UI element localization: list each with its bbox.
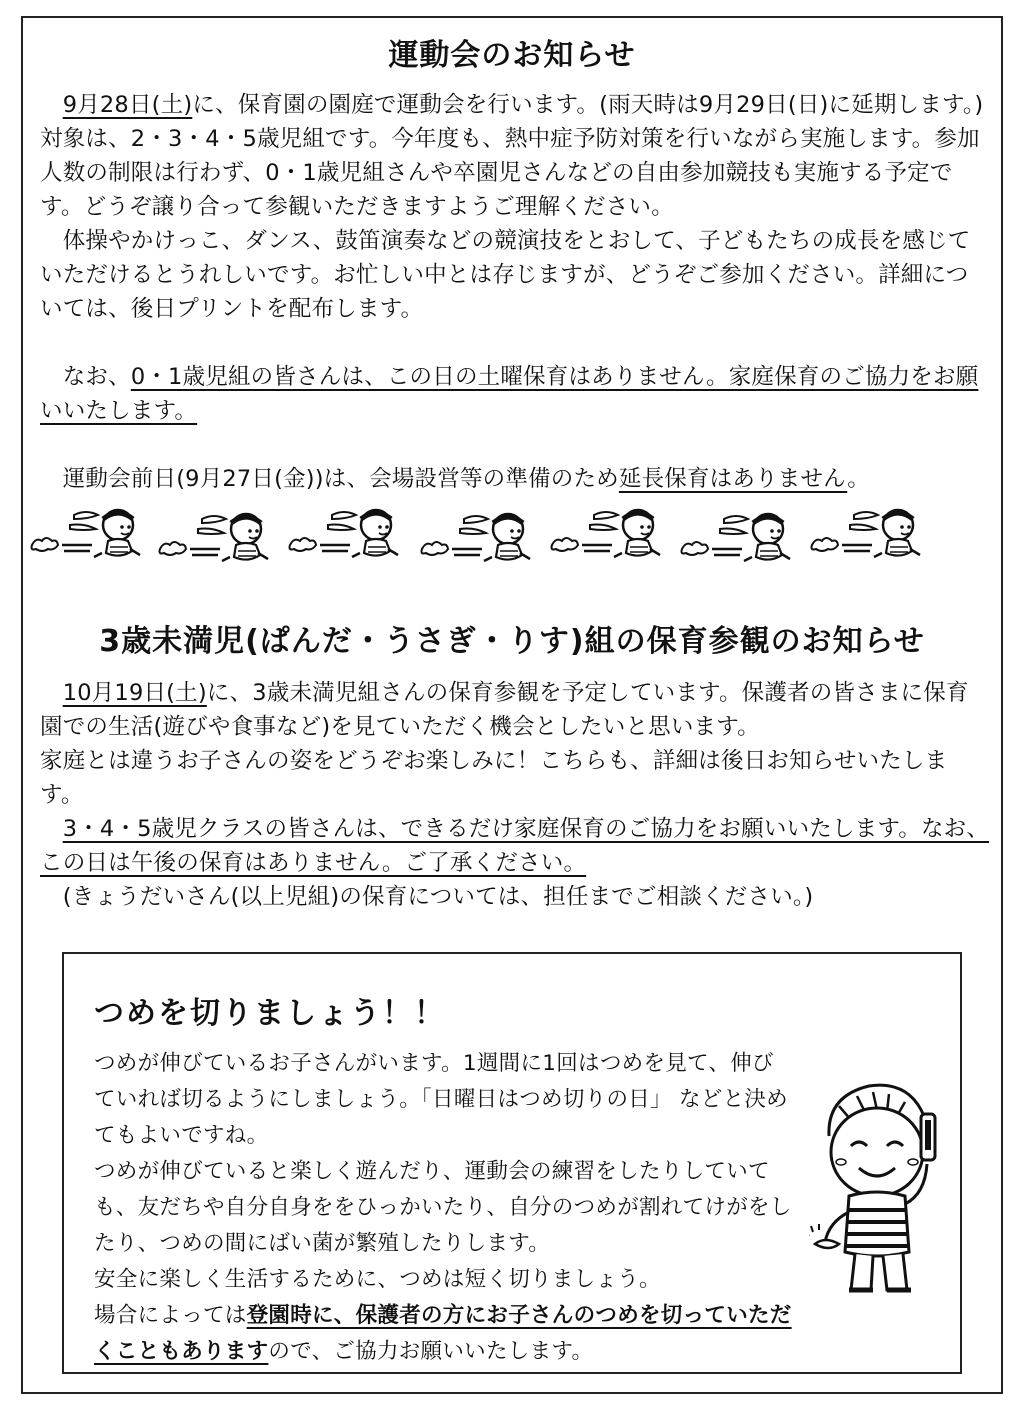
nail-cutting-paragraph-3: 安全に楽しく生活するために、つめは短く切りましょう。 bbox=[94, 1267, 661, 1292]
observation-date: 10月19日(土) bbox=[62, 680, 207, 706]
nail-cutting-title: つめを切りましょう！！ bbox=[94, 996, 446, 1031]
section1-paragraph-3 bbox=[40, 360, 990, 428]
nail-cutting-paragraph-4-pre: 場合によっては bbox=[94, 1303, 247, 1328]
nail-cutting-paragraph-4 bbox=[94, 1298, 794, 1370]
section1-paragraph-2 bbox=[40, 224, 990, 326]
nail-cutting-paragraph-1: つめが伸びているお子さんがいます。1週間に1回はつめを見て、伸びていれば切るようにしましょう。「日曜日はつめ切りの日」 などと決めてもよいですね。 bbox=[94, 1051, 788, 1148]
section2-title: 3歳未満児(ぱんだ・うさぎ・りす)組の保育参観のお知らせ bbox=[99, 624, 925, 659]
running-child-icon bbox=[812, 510, 921, 557]
boy-with-nail-clipper-icon bbox=[809, 1076, 959, 1306]
section1-paragraph-4-pre: 運動会前日(9月27日(金))は、会場設営等の準備のため bbox=[62, 466, 619, 492]
section1-paragraph-4 bbox=[40, 462, 990, 496]
nail-cutting-body bbox=[94, 1046, 794, 1370]
running-child-icon bbox=[160, 514, 269, 561]
running-children-row bbox=[30, 505, 990, 565]
section2-paragraph-3-underlined: 3・4・5歳児クラスの皆さんは、できるだけ家庭保育のご協力をお願いいたします。なお、この日は午後の保育はありません。ご了承ください。 bbox=[40, 816, 990, 876]
section2-paragraph-3 bbox=[40, 812, 990, 880]
section1-paragraph-4-underlined: 延長保育はありません bbox=[618, 466, 848, 492]
section1-paragraph-2-text: 体操やかけっこ、ダンス、鼓笛演奏などの競演技をとおして、子どもたちの成長を感じていただけるとうれしいです。お忙しい中とは存じますが、どうぞご参加ください。詳細については、後日プリントを配布します。 bbox=[40, 228, 971, 322]
section1-title: 運動会のお知らせ bbox=[388, 38, 636, 73]
section1-paragraph-4-post: 。 bbox=[847, 466, 870, 492]
section2-paragraph-2: 家庭とは違うお子さんの姿をどうぞお楽しみに！こちらも、詳細は後日お知らせいたします。 bbox=[40, 748, 948, 808]
section2-paragraph-4-text: (きょうだいさん(以上児組)の保育については、担任までご相談ください。) bbox=[62, 884, 814, 910]
nail-cutting-paragraph-2: つめが伸びていると楽しく遊んだり、運動会の練習をしたりしていても、友だちや自分自身ををひっかいたり、自分のつめが割れてけがをしたり、つめの間にばい菌が繁殖したりします。 bbox=[94, 1159, 792, 1256]
nail-cutting-paragraph-4-emphasis: 登園時に、保護者の方にお子さんのつめを切っていただくこともあります bbox=[94, 1303, 792, 1364]
nail-cutting-paragraph-4-post: ので、ご協力お願いいたします。 bbox=[268, 1339, 594, 1364]
nail-cutting-notice-box bbox=[62, 952, 962, 1374]
section2-paragraph-1-text: に、3歳未満児組さんの保育参観を予定しています。保護者の皆さまに保育園での生活(遊びや食事など)を見ていただく機会としたいと思います。 bbox=[40, 680, 969, 740]
running-child-icon bbox=[290, 510, 399, 557]
running-child-icon bbox=[422, 514, 531, 561]
section1-paragraph-1-text: に、保育園の園庭で運動会を行います。(雨天時は9月29日(日)に延期します。)対象は、2・3・4・5歳児組です。今年度も、熱中症予防対策を行いながら実施します。参加人数の制限は行わず、0・1歳児組さんや卒園児さんなどの自由参加競技も実施する予定です。どうぞ譲り合って参観いただきますようご理解ください。 bbox=[40, 92, 984, 220]
section2-paragraph-4 bbox=[40, 880, 990, 914]
section1-paragraph-3-underlined: 0・1歳児組の皆さんは、この日の土曜保育はありません。家庭保育のご協力をお願いいたします。 bbox=[40, 364, 979, 424]
section1-body bbox=[40, 88, 990, 496]
running-child-icon bbox=[682, 514, 791, 561]
section2-body bbox=[40, 676, 990, 914]
section2-paragraph-1 bbox=[40, 676, 990, 744]
event-date: 9月28日(土) bbox=[62, 92, 193, 118]
section1-paragraph-1 bbox=[40, 88, 990, 224]
running-child-icon bbox=[552, 510, 661, 557]
running-child-icon bbox=[32, 510, 141, 557]
section1-paragraph-3-pre: なお、 bbox=[62, 364, 131, 390]
